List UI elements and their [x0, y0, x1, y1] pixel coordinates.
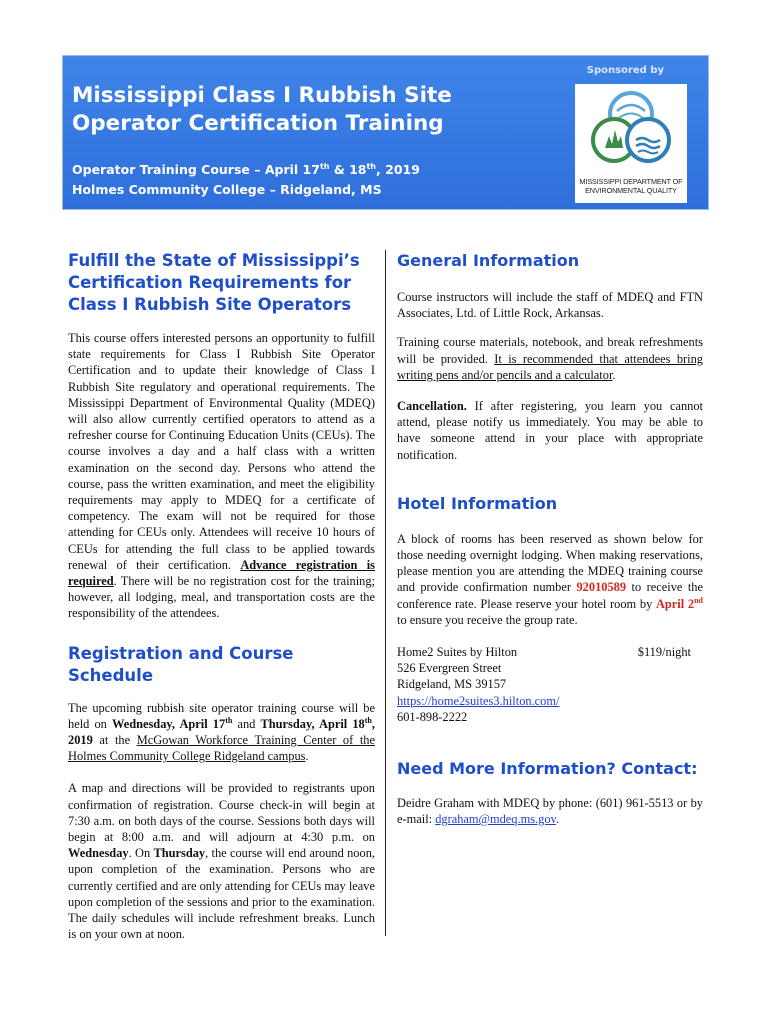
- contact-paragraph: Deidre Graham with MDEQ by phone: (601) 961-5513 or by e-mail: dgraham@mdeq.ms.gov.: [397, 796, 703, 827]
- mdeq-logo-text: MISSISSIPPI DEPARTMENT OF ENVIRONMENTAL QUALITY: [579, 177, 683, 195]
- heading-general-information: General Information: [397, 251, 580, 270]
- course-subtitle: [72, 160, 420, 200]
- cancellation-paragraph: Cancellation. If after registering, you learn you cannot attend, please notify us immediately. You may be able to have someone attend in your place with appropriate notification.: [397, 399, 703, 462]
- hotel-rate: $119/night: [637, 645, 691, 660]
- mdeq-logo-icon: [575, 84, 687, 176]
- materials-paragraph: Training course materials, notebook, and break refreshments will be provided. It is recommended that attendees bring writing pens and/or pencils and a calculator.: [397, 335, 703, 382]
- hotel-name: Home2 Suites by Hilton: [397, 645, 518, 660]
- heading-registration: Registration and Course Schedule: [68, 643, 294, 685]
- hotel-website-link[interactable]: https://home2suites3.hilton.com/: [397, 693, 560, 708]
- heading-contact: Need More Information? Contact:: [397, 759, 698, 779]
- hotel-city: Ridgeland, MS 39157: [397, 677, 507, 692]
- header-banner: [62, 55, 709, 210]
- registration-paragraph: The upcoming rubbish site operator training course will be held on Wednesday, April 17th and Thursday, April 18th, 2019 at the McGowan Workforce Training Center of the Holmes Community College Ridgeland campus.: [68, 700, 375, 764]
- column-divider: [385, 250, 386, 936]
- page-title: Mississippi Class I Rubbish Site Operator Certification Training: [72, 83, 452, 136]
- confirmation-number: 92010589: [576, 580, 627, 595]
- course-description: This course offers interested persons an opportunity to fulfill state requirements for Class I Rubbish Site Operator Certification and to update their knowledge of Class I Rubbish Site regulatory and operational requirements. The Mississippi Department of Environmental Quality (MDEQ) will also allow currently certified operators to attend as a refresher course for Continuing Education Units (CEUs). The course involves a day and a half class with a written examination on the second day. Persons who attend the course, pass the written examination, and meet the eligibility requirements may apply to MDEQ for a certificate of competency. The exam will not be required for those attending for CEUs only. Attendees will receive 10 hours of CEUs for attending the full class to be applied towards renewal of their certification. Advance registration is required. There will be no registration cost for the training; however, all lodging, meal, and transportation costs are the responsibility of the attendees.: [68, 331, 375, 621]
- right-column: [397, 250, 703, 827]
- training-center-link[interactable]: McGowan Workforce Training Center of the Holmes Community College Ridgeland campus: [68, 733, 375, 764]
- contact-email-link[interactable]: dgraham@mdeq.ms.gov: [435, 812, 556, 827]
- mdeq-logo: [575, 84, 687, 203]
- instructors-paragraph: Course instructors will include the staff of MDEQ and FTN Associates, Ltd. of Little Rock, Arkansas.: [397, 290, 703, 321]
- hotel-address-block: [397, 644, 703, 725]
- hotel-paragraph: A block of rooms has been reserved as shown below for those needing overnight lodging. When making reservations, please mention you are attending the MDEQ training course and provide confirmation number 92010589 to receive the conference rate. Please reserve your hotel room by April 2nd to ensure you receive the group rate.: [397, 531, 703, 627]
- course-dates: Operator Training Course – April 17th & 18th, 2019: [72, 161, 420, 177]
- schedule-paragraph: A map and directions will be provided to registrants upon confirmation of registration. Course check-in will begin at 7:30 a.m. on both days of the course. Sessions both days will begin at 8:00 a.m. and will adjourn at 4:30 p.m. on Wednesday. On Thursday, the course will end around noon, upon completion of the examination. Persons who are currently certified and are only attending for CEUs may leave upon completion of the sessions and prior to the examination. The daily schedules will include refreshment breaks. Lunch is on your own at noon.: [68, 781, 375, 942]
- left-column: [68, 250, 375, 943]
- course-location: Holmes Community College – Ridgeland, MS: [72, 182, 382, 197]
- hotel-phone: 601-898-2222: [397, 709, 468, 724]
- heading-hotel-information: Hotel Information: [397, 493, 558, 513]
- hotel-street: 526 Evergreen Street: [397, 661, 502, 676]
- heading-fulfill-requirements: Fulfill the State of Mississippi’s Certification Requirements for Class I Rubbish Site Operators: [68, 251, 360, 314]
- sponsored-label: Sponsored by: [586, 65, 664, 76]
